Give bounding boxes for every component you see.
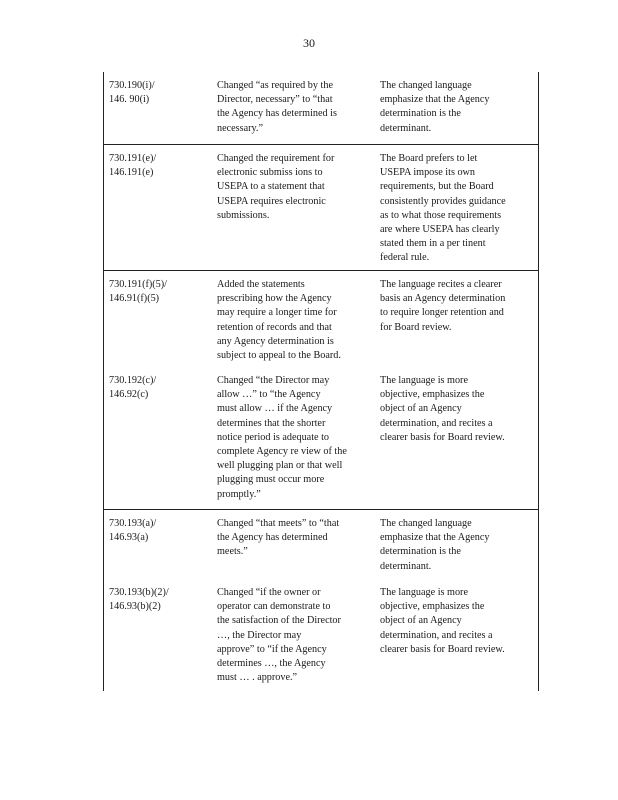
change-cell: Changed “that meets” to “that the Agency has determined meets.” <box>217 518 340 558</box>
table-row <box>104 271 538 510</box>
table-row <box>104 145 538 271</box>
table-row <box>104 72 538 145</box>
change-cell: Changed “if the owner or operator can demonstrate to the satisfaction of the Director …, the Director may approve” to “if the Agency determines …, the Agency must … . approve.” <box>217 587 341 684</box>
table-row <box>104 510 538 691</box>
amendments-table <box>103 72 539 691</box>
reason-cell: The changed language emphasize that the Agency determination is the determinant. <box>380 80 490 134</box>
section-cell: 730.193(b)(2)/ 146.93(b)(2) <box>109 587 169 613</box>
change-cell: Changed “the Director may allow …” to “the Agency must allow … if the Agency determines that the shorter notice period is adequate to complete Agency re view of the well plugging plan or that well plugging must occur more promptly.” <box>217 375 347 500</box>
section-cell: 730.191(e)/ 146.191(e) <box>109 153 157 179</box>
reason-cell: The language is more objective, emphasizes the object of an Agency determination, and recites a clearer basis for Board review. <box>380 375 505 443</box>
section-cell: 730.192(c)/ 146.92(c) <box>109 375 157 401</box>
reason-cell: The language recites a clearer basis an Agency determination to require longer retention and for Board review. <box>380 279 506 333</box>
change-cell: Added the statements prescribing how the Agency may require a longer time for retention of records and that any Agency determination is subject to appeal to the Board. <box>217 279 341 362</box>
change-cell: Changed “as required by the Director, necessary” to “that the Agency has determined is necessary.” <box>217 80 337 134</box>
reason-cell: The changed language emphasize that the Agency determination is the determinant. <box>380 518 490 572</box>
section-cell: 730.190(i)/ 146. 90(i) <box>109 80 155 106</box>
change-cell: Changed the requirement for electronic submiss ions to USEPA to a statement that USEPA requires electronic submissions. <box>217 153 335 221</box>
reason-cell: The Board prefers to let USEPA impose its own requirements, but the Board consistently provides guidance as to what those requirements are where USEPA has clearly stated them in a per tinent federal rule. <box>380 153 506 264</box>
page-number: 30 <box>303 36 315 50</box>
reason-cell: The language is more objective, emphasizes the object of an Agency determination, and recites a clearer basis for Board review. <box>380 587 505 655</box>
section-cell: 730.191(f)(5)/ 146.91(f)(5) <box>109 279 167 305</box>
section-cell: 730.193(a)/ 146.93(a) <box>109 518 157 544</box>
